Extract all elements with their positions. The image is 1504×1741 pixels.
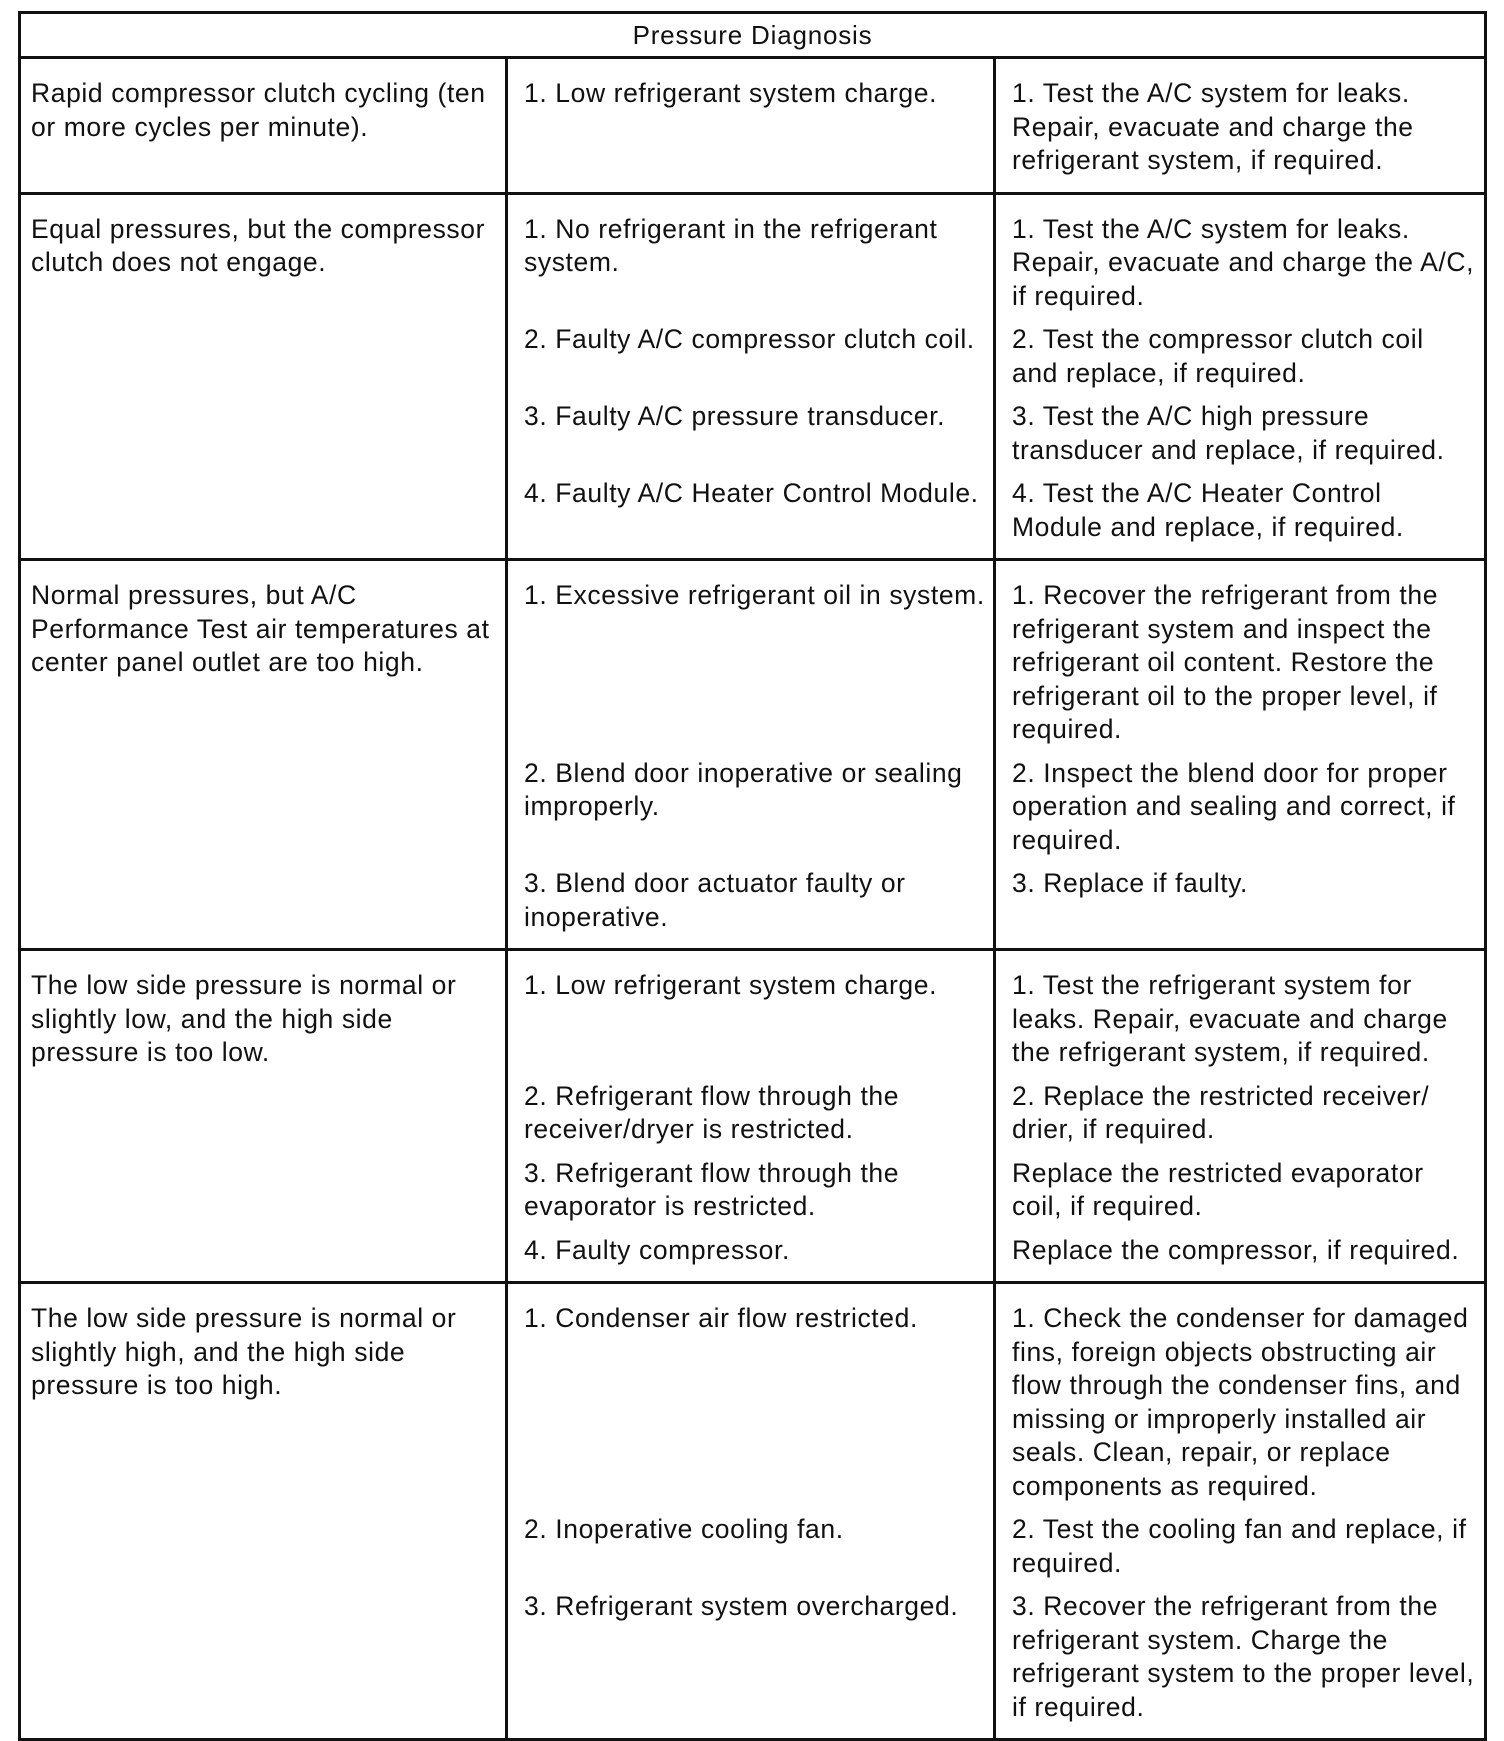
cause-action-entry: [508, 390, 1484, 467]
table-body: [20, 58, 1486, 1740]
cause-action-entry: [508, 313, 1484, 390]
cause-action-entry: [508, 857, 1484, 948]
condition-cell: Equal pressures, but the compressor clutch does not engage.: [20, 193, 507, 560]
cause-text: 4. Faulty compressor.: [508, 1224, 996, 1282]
action-text: 1. Test the A/C system for leaks. Repair, evacuate and charge the refrigerant system, if required.: [1012, 78, 1414, 175]
table-row: [20, 1283, 1486, 1740]
table-row: [20, 560, 1486, 950]
cause-text: 4. Faulty A/C Heater Control Module.: [508, 467, 996, 558]
action-text: 2. Inspect the blend door for proper operation and sealing and correct, if required.: [1012, 757, 1456, 855]
action-text: Replace the compressor, if required.: [1012, 1234, 1460, 1265]
cause-action-entry: [508, 1302, 1484, 1503]
cause-text: 2. Refrigerant flow through the receiver/dryer is restricted.: [508, 1070, 996, 1147]
action-text: 2. Test the compressor clutch coil and replace, if required.: [1012, 324, 1424, 388]
action-text: 2. Replace the restricted receiver/ drier, if required.: [1012, 1080, 1430, 1144]
cause-text: 2. Inoperative cooling fan.: [508, 1503, 996, 1580]
action-text: 4. Test the A/C Heater Control Module and replace, if required.: [1012, 478, 1404, 542]
cause-action-cell: [507, 58, 1486, 194]
cause-text: 1. Low refrigerant system charge.: [508, 951, 996, 1070]
cause-text: 1. Condenser air flow restricted.: [508, 1284, 996, 1503]
cause-text: 3. Refrigerant system overcharged.: [508, 1580, 996, 1738]
cause-action-entry: [508, 1070, 1484, 1147]
table-title-row: [20, 13, 1486, 58]
cause-action-entry: [508, 77, 1484, 192]
condition-cell: The low side pressure is normal or slightly high, and the high side pressure is too high.: [20, 1283, 507, 1740]
cause-action-entry: [508, 579, 1484, 747]
action-text: 3. Recover the refrigerant from the refrigerant system. Charge the refrigerant system to the proper level, if required.: [1012, 1591, 1475, 1722]
action-text: 2. Test the cooling fan and replace, if required.: [1012, 1514, 1467, 1578]
cause-action-entry: [508, 969, 1484, 1070]
cause-action-entry: [508, 747, 1484, 858]
table-title: Pressure Diagnosis: [20, 13, 1486, 58]
cause-text: 3. Refrigerant flow through the evaporator is restricted.: [508, 1147, 996, 1224]
cause-action-entry: [508, 467, 1484, 558]
action-text: 3. Replace if faulty.: [1012, 868, 1248, 898]
table-row: [20, 950, 1486, 1283]
cause-action-entry: [508, 213, 1484, 314]
cause-text: 3. Blend door actuator faulty or inoperative.: [508, 857, 996, 948]
action-text: 3. Test the A/C high pressure transducer and replace, if required.: [1012, 401, 1445, 465]
cause-text: 2. Blend door inoperative or sealing improperly.: [508, 747, 996, 858]
cause-action-cell: [507, 950, 1486, 1283]
condition-cell: Rapid compressor clutch cycling (ten or more cycles per minute).: [20, 58, 507, 194]
pressure-diagnosis-table: [18, 11, 1487, 1741]
action-text: 1. Recover the refrigerant from the refrigerant system and inspect the refrigerant oil content. Restore the refrigerant oil to the proper level, if required.: [1012, 580, 1439, 744]
cause-action-entry: [508, 1580, 1484, 1738]
action-text: 1. Test the A/C system for leaks. Repair, evacuate and charge the A/C, if required.: [1012, 213, 1475, 311]
cause-action-cell: [507, 560, 1486, 950]
cause-action-entry: [508, 1503, 1484, 1580]
cause-text: 2. Faulty A/C compressor clutch coil.: [508, 313, 996, 390]
cause-action-cell: [507, 1283, 1486, 1740]
table-row: [20, 193, 1486, 560]
table-row: [20, 58, 1486, 194]
condition-cell: Normal pressures, but A/C Performance Test air temperatures at center panel outlet are too high.: [20, 560, 507, 950]
action-text: 1. Check the condenser for damaged fins, foreign objects obstructing air flow through the condenser fins, and missing or improperly installed air seals. Clean, repair, or replace components as required.: [1012, 1303, 1469, 1501]
cause-text: 1. No refrigerant in the refrigerant system.: [508, 195, 996, 314]
cause-action-cell: [507, 193, 1486, 560]
condition-cell: The low side pressure is normal or slightly low, and the high side pressure is too low.: [20, 950, 507, 1283]
cause-text: 1. Excessive refrigerant oil in system.: [508, 561, 996, 747]
action-text: Replace the restricted evaporator coil, if required.: [1012, 1157, 1424, 1221]
action-text: 1. Test the refrigerant system for leaks. Repair, evacuate and charge the refrigerant system, if required.: [1012, 970, 1448, 1067]
cause-action-entry: [508, 1224, 1484, 1282]
cause-text: 3. Faulty A/C pressure transducer.: [508, 390, 996, 467]
cause-action-entry: [508, 1147, 1484, 1224]
cause-text: 1. Low refrigerant system charge.: [508, 59, 996, 192]
